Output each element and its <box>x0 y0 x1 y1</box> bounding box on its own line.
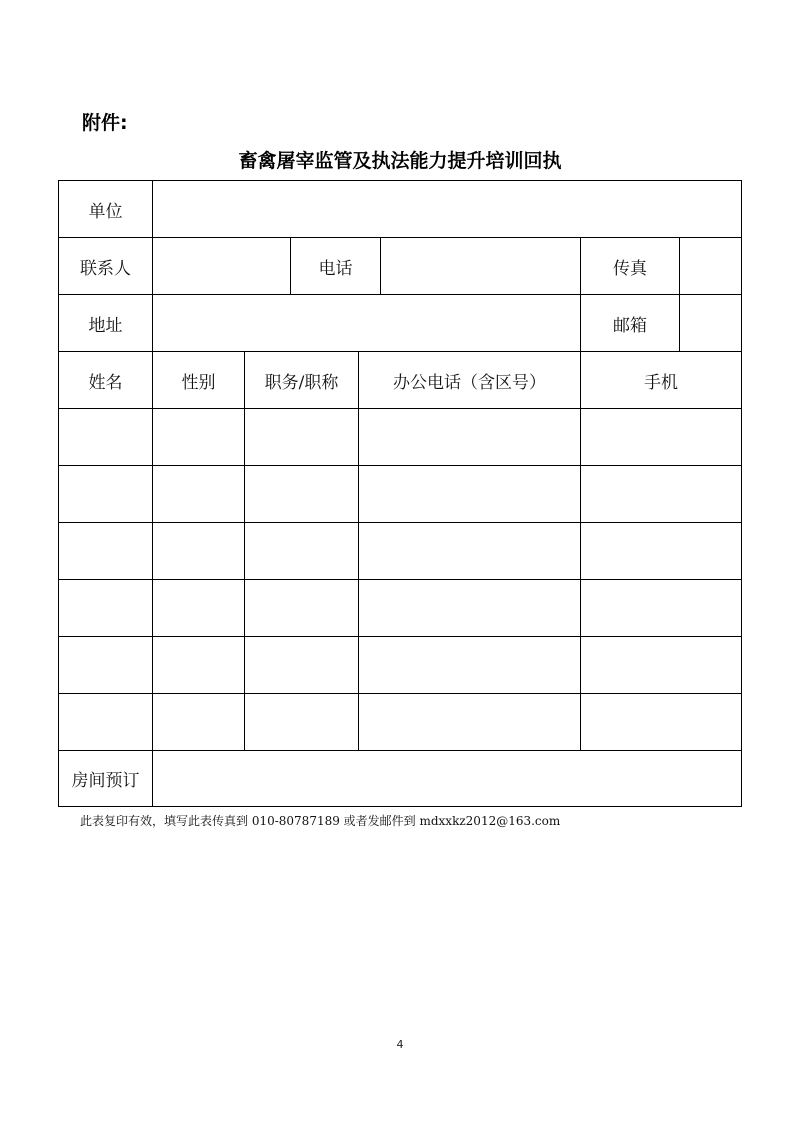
attendee-office-phone-cell[interactable] <box>359 409 581 466</box>
phone-field[interactable] <box>381 238 581 295</box>
contact-row <box>59 238 742 295</box>
attendee-mobile-cell[interactable] <box>581 409 742 466</box>
address-label: 地址 <box>59 295 153 352</box>
attendee-office-phone-cell[interactable] <box>359 523 581 580</box>
contact-label: 联系人 <box>59 238 153 295</box>
attendee-row <box>59 637 742 694</box>
postcode-label: 邮箱 <box>581 295 680 352</box>
unit-field[interactable] <box>153 181 742 238</box>
attendee-gender-cell[interactable] <box>153 637 245 694</box>
attendee-gender-cell[interactable] <box>153 466 245 523</box>
attendee-office-phone-cell[interactable] <box>359 580 581 637</box>
room-booking-row <box>59 751 742 807</box>
attendee-name-cell[interactable] <box>59 466 153 523</box>
attendee-name-cell[interactable] <box>59 694 153 751</box>
attendee-title-cell[interactable] <box>245 580 359 637</box>
attachment-label: 附件: <box>82 112 128 134</box>
attendee-office-phone-cell[interactable] <box>359 637 581 694</box>
attendee-gender-cell[interactable] <box>153 580 245 637</box>
attendee-gender-cell[interactable] <box>153 523 245 580</box>
attendee-name-cell[interactable] <box>59 523 153 580</box>
attendee-office-phone-cell[interactable] <box>359 466 581 523</box>
attendee-title-cell[interactable] <box>245 694 359 751</box>
attendee-mobile-cell[interactable] <box>581 466 742 523</box>
attendee-row <box>59 580 742 637</box>
attendee-row <box>59 466 742 523</box>
attendee-row <box>59 409 742 466</box>
header-mobile: 手机 <box>581 352 742 409</box>
footer-note: 此表复印有效，填写此表传真到 010-80787189 或者发邮件到 mdxxkz2012@163.com <box>80 814 561 828</box>
attendee-gender-cell[interactable] <box>153 409 245 466</box>
attendee-gender-cell[interactable] <box>153 694 245 751</box>
contact-field[interactable] <box>153 238 291 295</box>
address-field[interactable] <box>153 295 581 352</box>
attendee-office-phone-cell[interactable] <box>359 694 581 751</box>
attendee-title-cell[interactable] <box>245 409 359 466</box>
postcode-field[interactable] <box>680 295 742 352</box>
receipt-form-table <box>58 180 742 807</box>
attendee-header-row <box>59 352 742 409</box>
header-office-phone: 办公电话（含区号） <box>359 352 581 409</box>
room-booking-label: 房间预订 <box>59 751 153 807</box>
fax-field[interactable] <box>680 238 742 295</box>
phone-label: 电话 <box>291 238 381 295</box>
attendee-row <box>59 694 742 751</box>
address-row <box>59 295 742 352</box>
room-booking-field[interactable] <box>153 751 742 807</box>
header-title: 职务/职称 <box>245 352 359 409</box>
attendee-name-cell[interactable] <box>59 409 153 466</box>
header-name: 姓名 <box>59 352 153 409</box>
attendee-mobile-cell[interactable] <box>581 637 742 694</box>
attendee-row <box>59 523 742 580</box>
page-number: 4 <box>396 1038 404 1051</box>
attendee-title-cell[interactable] <box>245 523 359 580</box>
attendee-name-cell[interactable] <box>59 580 153 637</box>
attendee-name-cell[interactable] <box>59 637 153 694</box>
attendee-mobile-cell[interactable] <box>581 694 742 751</box>
header-gender: 性别 <box>153 352 245 409</box>
fax-label: 传真 <box>581 238 680 295</box>
attendee-mobile-cell[interactable] <box>581 580 742 637</box>
attendee-title-cell[interactable] <box>245 466 359 523</box>
unit-label: 单位 <box>59 181 153 238</box>
attendee-title-cell[interactable] <box>245 637 359 694</box>
attendee-mobile-cell[interactable] <box>581 523 742 580</box>
unit-row <box>59 181 742 238</box>
form-title: 畜禽屠宰监管及执法能力提升培训回执 <box>238 150 562 172</box>
